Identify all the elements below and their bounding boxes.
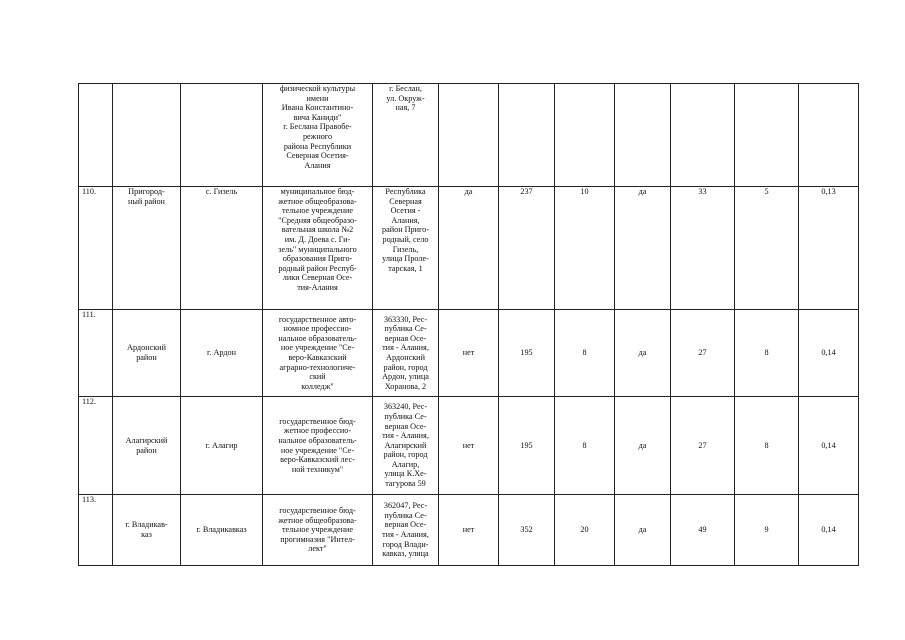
value-cell: 27 [671,397,735,495]
value-cell: нет [439,495,499,566]
row-number-cell [79,84,113,187]
table-row [79,84,859,187]
value-cell: 8 [735,310,799,397]
value-cell [799,84,859,187]
address-cell: г. Беслан, ул. Окруж- ная, 7 [373,84,439,187]
institution-cell: государственное бюд- жетное общеобразова- тельное учреждение прогимназия "Интел- лект" [263,495,373,566]
row-number-cell: 111. [79,310,113,397]
institution-cell: муниципальное бюд- жетное общеобразова- тельное учреждение "Средняя общеобразо- вательная школа №2 им. Д. Доева с. Ги- зель" муниципального образования Приго- родный район Респуб- лики Северная Осе- тия-Алания [263,187,373,310]
table-row [79,310,859,397]
address-cell: 363330, Рес- публика Се- верная Осе- тия - Алания, Ардонский район, город Ардон, улица Хоранова, 2 [373,310,439,397]
value-cell: 0,14 [799,495,859,566]
table-row [79,397,859,495]
value-cell: нет [439,310,499,397]
value-cell: 8 [735,397,799,495]
locality-cell: г. Ардон [181,310,263,397]
value-cell [499,84,555,187]
locality-cell: г. Владикавказ [181,495,263,566]
value-cell: 8 [555,397,615,495]
value-cell: 10 [555,187,615,310]
value-cell [439,84,499,187]
district-cell [113,84,181,187]
value-cell: 49 [671,495,735,566]
value-cell: да [615,495,671,566]
value-cell: 195 [499,397,555,495]
row-number-cell: 110. [79,187,113,310]
value-cell: нет [439,397,499,495]
value-cell: 0,14 [799,310,859,397]
district-cell: Алагирский район [113,397,181,495]
district-cell: Пригород- ный район [113,187,181,310]
institutions-table [78,83,859,566]
value-cell: 8 [555,310,615,397]
value-cell: да [615,397,671,495]
value-cell [735,84,799,187]
address-cell: 362047, Рес- публика Се- верная Осе- тия - Алания, город Влади- кавказ, улица [373,495,439,566]
institution-cell: государственное авто- номное профессио- нальное образователь- ное учреждение "Се- веро-Кавказский аграрно-технологиче- ский колледж" [263,310,373,397]
value-cell: 33 [671,187,735,310]
locality-cell: г. Алагир [181,397,263,495]
value-cell [671,84,735,187]
district-cell: г. Владикав- каз [113,495,181,566]
value-cell: 0,14 [799,397,859,495]
value-cell: да [615,187,671,310]
value-cell: 0,13 [799,187,859,310]
institution-cell: физической культуры имени Ивана Константино- вича Каниди" г. Беслана Правобе- режного района Республики Северная Осетия- Алания [263,84,373,187]
value-cell: да [615,310,671,397]
value-cell: 237 [499,187,555,310]
value-cell: 5 [735,187,799,310]
value-cell: 352 [499,495,555,566]
value-cell [555,84,615,187]
value-cell: 195 [499,310,555,397]
address-cell: Республика Северная Осетия - Алания, район Приго- родный, село Гизель, улица Проле- тарская, 1 [373,187,439,310]
district-cell: Ардонский район [113,310,181,397]
value-cell [615,84,671,187]
value-cell: 9 [735,495,799,566]
value-cell: да [439,187,499,310]
locality-cell: с. Гизель [181,187,263,310]
address-cell: 363240, Рес- публика Се- верная Осе- тия - Алания, Алагирский район, город Алагир, улица К.Хе- тагурова 59 [373,397,439,495]
row-number-cell: 113. [79,495,113,566]
institution-cell: государственное бюд- жетное профессио- нальное образователь- ное учреждение "Се- веро-Кавказский лес- ной техникум" [263,397,373,495]
locality-cell [181,84,263,187]
value-cell: 20 [555,495,615,566]
table-row [79,495,859,566]
row-number-cell: 112. [79,397,113,495]
table-row [79,187,859,310]
value-cell: 27 [671,310,735,397]
